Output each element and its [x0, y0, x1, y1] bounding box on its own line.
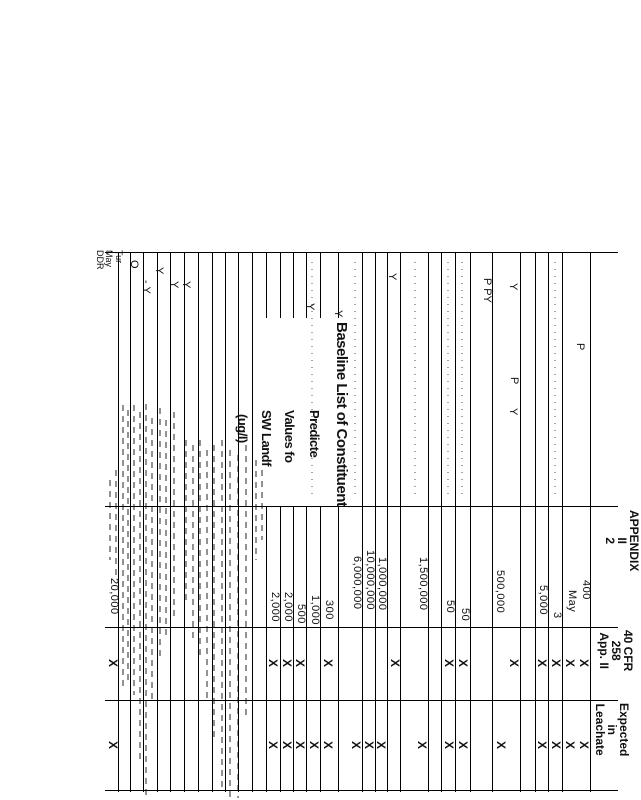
leachate-mark: X [456, 741, 470, 750]
leachate-mark: X [549, 741, 563, 750]
value-cell: 500 [295, 604, 307, 624]
subtitle-line-4: (ug/l) [235, 414, 250, 443]
header-appendix-ii: APPENDIX II 2 [603, 510, 641, 572]
header-40cfr-258: 40 CFR 258 App. II [597, 630, 635, 672]
leachate-mark: X [106, 741, 120, 750]
constituent-fragment: Y [180, 281, 192, 289]
app2-mark: X [535, 659, 549, 668]
constituent-fragment: - Y [140, 280, 152, 294]
leachate-mark: X [321, 741, 335, 750]
app2-mark: X [442, 659, 456, 668]
subtitle-line-3: SW Landf [259, 410, 274, 466]
constituent-fragment: Y [386, 273, 398, 281]
constituent-fragment: P PY [481, 278, 493, 303]
leachate-mark: X [349, 741, 363, 750]
app2-mark: X [577, 659, 591, 668]
value-cell: 2,000 [269, 592, 281, 623]
leachate-mark: X [307, 741, 321, 750]
constituent-fragment: Y [507, 408, 519, 416]
app2-mark: X [563, 659, 577, 668]
constituent-fragment: P [574, 343, 586, 351]
leachate-mark: X [415, 741, 429, 750]
table-title: Baseline List of Constituent [333, 322, 350, 507]
constituent-fragment: DDR [95, 250, 105, 270]
value-cell: 1,500,000 [417, 557, 429, 611]
subtitle-line-1: Predicte [307, 410, 322, 458]
value-cell: 20,000 [108, 578, 120, 615]
constituent-fragment: Y [168, 281, 180, 289]
app2-mark: X [456, 659, 470, 668]
value-cell: 1,000,000 [376, 557, 388, 611]
value-cell: 10,000,000 [364, 550, 376, 611]
leachate-mark: X [563, 741, 577, 750]
app2-mark: X [549, 659, 563, 668]
constituent-fragment: Y [153, 267, 165, 275]
value-cell: 1,000 [309, 595, 321, 626]
app2-mark: X [293, 659, 307, 668]
leachate-mark: X [494, 741, 508, 750]
constituent-fragment: P [508, 377, 520, 385]
leachate-mark: X [293, 741, 307, 750]
app2-mark: X [280, 659, 294, 668]
leachate-mark: X [535, 741, 549, 750]
constituent-fragment: Tur [114, 250, 124, 264]
header-expected-in-leachate: Expected in Leachate [593, 703, 631, 757]
value-cell: 400 [580, 580, 592, 600]
value-cell: May [566, 590, 578, 613]
constituent-fragment: May [104, 250, 114, 268]
leachate-mark: X [280, 741, 294, 750]
value-cell: 500,000 [494, 570, 506, 614]
constituent-fragment: Y [332, 310, 344, 318]
app2-mark: X [321, 659, 335, 668]
value-cell: 2,000 [282, 592, 294, 623]
leachate-mark: X [362, 741, 376, 750]
value-cell: 6,000,000 [351, 556, 363, 610]
leachate-mark: X [577, 741, 591, 750]
value-cell: 50 [459, 608, 471, 622]
app2-mark: X [507, 659, 521, 668]
leachate-mark: X [374, 741, 388, 750]
value-cell: 300 [323, 600, 335, 620]
constituent-fragment: Y [304, 303, 316, 311]
value-cell: 3 [551, 612, 563, 619]
constituent-fragment: Y [507, 283, 519, 291]
app2-mark: X [388, 659, 402, 668]
value-cell: 50 [444, 600, 456, 614]
constituent-fragment: O [128, 260, 140, 269]
app2-mark: X [266, 659, 280, 668]
leachate-mark: X [266, 741, 280, 750]
app2-mark: X [106, 659, 120, 668]
leachate-mark: X [442, 741, 456, 750]
value-cell: 5,000 [537, 585, 549, 616]
subtitle-line-2: Values fo [282, 410, 297, 463]
